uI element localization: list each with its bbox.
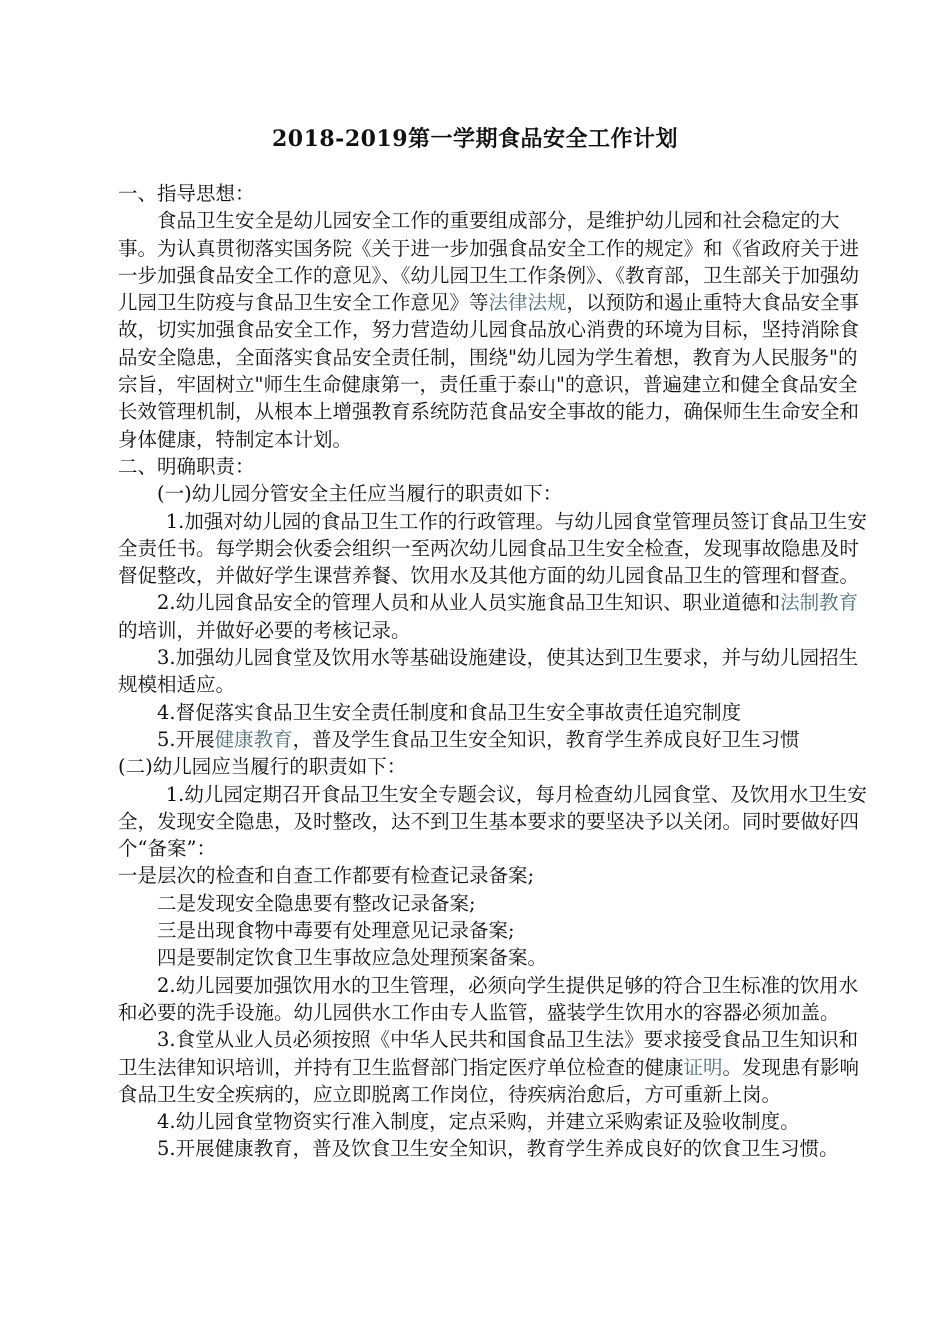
subsection-2-item-2: 2.幼儿园要加强饮用水的卫生管理，必须向学生提供足够的符合卫生标准的饮用水和必要的洗手设施。幼儿园供水工作由专人监管，盛装学生饮用水的容器必须加盖。 (118, 973, 859, 1024)
subsection-1-item-4: 4.督促落实食品卫生安全责任制度和食品卫生安全事故责任追究制度 (157, 700, 742, 724)
section-1-paragraph (118, 207, 870, 453)
certificate-link[interactable]: 证明 (683, 1055, 723, 1079)
item-text: 5.开展 (157, 727, 215, 751)
record-item-4: 四是要制定饮食卫生事故应急处理预案备案。 (157, 946, 548, 970)
laws-link[interactable]: 法律法规 (488, 291, 567, 315)
subsection-2-item-5: 5.开展健康教育，普及饮食卫生安全知识，教育学生养成良好的饮食卫生习惯。 (157, 1137, 839, 1161)
subsection-1-item-5 (118, 726, 870, 753)
subsection-2-item-4: 4.幼儿园食堂物资实行准入制度，定点采购，并建立采购索证及验收制度。 (157, 1110, 800, 1134)
document-body (118, 180, 870, 1163)
item-text: 3.食堂从业人员必须按照《中华人民共和国食品卫生法》要求接受食品卫生知识和卫生法律知识培训，并持有卫生监督部门指定医疗单位检查的健康 (118, 1028, 859, 1079)
paragraph-text: 食品卫生安全是幼儿园安全工作的重要组成部分，是维护幼儿园和社会稳定的大事。为认真贯彻落实国务院《关于进一步加强食品安全工作的规定》和《省政府关于进一步加强食品安全工作的意见》、《幼儿园卫生工作条例》、《教育部，卫生部关于加强幼儿园卫生防疫与食品卫生安全工作意见》等 (118, 209, 860, 315)
section-2-heading: 二、明确职责： (118, 454, 255, 478)
subsection-1-heading: (一)幼儿园分管安全主任应当履行的职责如下： (157, 482, 563, 506)
item-text: 。发现患有影响食品卫生安全疾病的，应立即脱离工作岗位，待疾病治愈后，方可重新上岗。 (118, 1055, 860, 1106)
subsection-1-item-3: 3.加强幼儿园食堂及饮用水等基础设施建设，使其达到卫生要求，并与幼儿园招生规模相适应。 (118, 646, 859, 697)
subsection-2-item-1: 1.幼儿园定期召开食品卫生安全专题会议，每月检查幼儿园食堂、及饮用水卫生安全，发现安全隐患，及时整改，达不到卫生基本要求的要坚决予以关闭。同时要做好四个“备案”： (118, 782, 867, 861)
paragraph-text: ，以预防和遏止重特大食品安全事故，切实加强食品安全工作，努力营造幼儿园食品放心消费的环境为目标，坚持消除食品安全隐患，全面落实食品安全责任制，围绕"幼儿园为学生着想，教育为人民服务"的宗旨，牢固树立"师生生命健康第一，责任重于泰山"的意识，普遍建立和健全食品安全长效管理机制，从根本上增强教育系统防范食品安全事故的能力，确保师生生命安全和身体健康，特制定本计划。 (118, 291, 860, 451)
legal-education-link[interactable]: 法制教育 (780, 591, 859, 615)
item-text: 2.幼儿园食品安全的管理人员和从业人员实施食品卫生知识、职业道德和 (157, 591, 781, 615)
health-education-link[interactable]: 健康教育 (214, 727, 293, 751)
item-text: ，普及学生食品卫生安全知识，教育学生养成良好卫生习惯 (292, 727, 800, 751)
subsection-1-item-1: 1.加强对幼儿园的食品卫生工作的行政管理。与幼儿园食堂管理员签订食品卫生安全责任书。每学期会伙委会组织一至两次幼儿园食品卫生安全检查，发现事故隐患及时督促整改，并做好学生课营养餐、饮用水及其他方面的幼儿园食品卫生的管理和督查。 (118, 509, 867, 588)
record-item-3: 三是出现食物中毒要有处理意见记录备案; (157, 919, 515, 943)
record-item-1: 一是层次的检查和自查工作都要有检查记录备案; (118, 864, 535, 888)
subsection-1-item-2 (118, 589, 870, 644)
subsection-2-heading: (二)幼儿园应当履行的职责如下： (118, 755, 407, 779)
document-title: 2018-2019第一学期食品安全工作计划 (271, 126, 679, 152)
subsection-2-item-3 (118, 1026, 870, 1108)
item-text: 的培训，并做好必要的考核记录。 (118, 618, 411, 642)
record-item-2: 二是发现安全隐患要有整改记录备案; (157, 891, 476, 915)
section-1-heading: 一、指导思想： (118, 182, 255, 205)
